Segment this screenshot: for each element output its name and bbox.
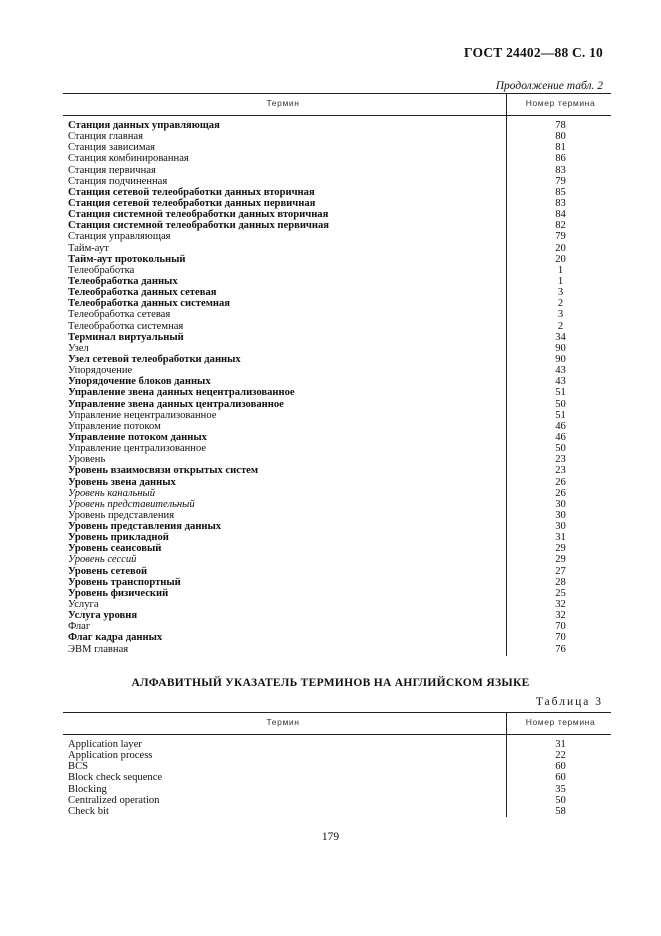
term-cell: Уровень сессий [68, 554, 137, 566]
term-number-cell: 50 [555, 398, 566, 410]
term-cell: Станция данных управляющая [68, 120, 220, 131]
term-number-cell: 43 [555, 365, 566, 377]
column-header-number: Номер термина [525, 717, 596, 727]
term-cell: Уровень физический [68, 587, 169, 599]
term-cell: Узел сетевой телеобработки данных [68, 353, 241, 365]
term-cell: Blocking [68, 783, 107, 795]
table-header [63, 712, 611, 735]
term-cell: Станция системной телеобработки данных первичная [68, 220, 330, 232]
term-cell: Application process [68, 750, 153, 762]
table-row [63, 795, 611, 806]
term-number-cell: 26 [555, 476, 566, 488]
page-header: ГОСТ 24402—88 С. 10 [464, 45, 603, 60]
term-number-cell: 30 [555, 521, 566, 533]
term-number-cell: 30 [555, 498, 566, 510]
table-row [63, 209, 611, 220]
term-cell: Уровень канальный [68, 487, 156, 499]
table-row [63, 566, 611, 577]
table-row [63, 510, 611, 521]
table-continuation-label: Продолжение табл. 2 [495, 80, 603, 92]
term-number-cell: 60 [555, 772, 566, 784]
table-body [63, 116, 611, 655]
term-cell: Тайм-аут протокольный [68, 253, 186, 265]
term-cell: Управление звена данных нецентрализованное [68, 387, 295, 399]
table-body [63, 735, 611, 817]
table-row [63, 621, 611, 632]
term-cell: Тайм-аут [68, 242, 109, 254]
table-row [63, 231, 611, 242]
term-cell: Упорядочение [68, 365, 133, 377]
term-number-cell: 78 [555, 120, 566, 131]
table-row [63, 131, 611, 142]
table-row [63, 761, 611, 772]
term-cell: Станция подчиненная [68, 175, 168, 187]
term-number-cell: 26 [555, 487, 566, 499]
term-number-cell: 3 [557, 287, 564, 299]
page-number: 179 [321, 831, 340, 843]
term-cell: Уровень [68, 454, 106, 466]
term-number-cell: 29 [555, 554, 566, 566]
table-row [63, 432, 611, 443]
term-number-cell: 76 [555, 643, 566, 655]
term-number-cell: 35 [555, 783, 566, 795]
term-number-cell: 83 [555, 164, 566, 176]
table-row [63, 499, 611, 510]
term-cell: Телеобработка данных системная [68, 298, 231, 310]
term-number-cell: 90 [555, 353, 566, 365]
table-row [63, 532, 611, 543]
term-number-cell: 51 [555, 409, 566, 421]
term-cell: Услуга [68, 599, 99, 611]
term-number-cell: 1 [557, 264, 564, 276]
term-cell: Станция управляющая [68, 231, 171, 243]
table-row [63, 739, 611, 750]
table-row [63, 365, 611, 376]
term-number-cell: 2 [557, 320, 564, 332]
term-cell: Уровень представительный [68, 498, 195, 510]
term-number-cell: 23 [555, 465, 566, 477]
term-cell: Телеобработка данных [68, 275, 178, 287]
term-number-cell: 3 [557, 309, 564, 321]
term-number-cell: 28 [555, 576, 566, 588]
table-row [63, 276, 611, 287]
term-number-cell: 20 [555, 253, 566, 265]
term-cell: Управление потоком данных [68, 431, 207, 443]
term-number-cell: 70 [555, 621, 566, 633]
term-cell: Станция комбинированная [68, 153, 189, 165]
table-row [63, 632, 611, 643]
term-cell: Block check sequence [68, 772, 163, 784]
term-cell: Узел [68, 342, 89, 354]
term-number-cell: 79 [555, 175, 566, 187]
column-header-number: Номер термина [525, 98, 596, 108]
table-row [63, 376, 611, 387]
table-row [63, 554, 611, 565]
term-cell: Check bit [68, 805, 109, 817]
table-row [63, 588, 611, 599]
term-cell: ЭВМ главная [68, 643, 129, 655]
term-cell: Флаг [68, 621, 91, 633]
column-header-term: Термин [266, 717, 300, 727]
table-row [63, 387, 611, 398]
term-cell: Уровень сеансовый [68, 543, 162, 555]
term-number-cell: 22 [555, 750, 566, 762]
term-number-cell: 82 [555, 220, 566, 232]
table-row [63, 577, 611, 588]
term-number-cell: 31 [555, 739, 566, 750]
term-cell: Станция зависимая [68, 142, 156, 154]
table-row [63, 332, 611, 343]
table-row [63, 176, 611, 187]
term-number-cell: 70 [555, 632, 566, 644]
table-row [63, 187, 611, 198]
term-cell: Уровень прикладной [68, 532, 169, 544]
table-row [63, 543, 611, 554]
term-number-cell: 58 [555, 805, 566, 817]
term-cell: BCS [68, 761, 89, 773]
term-cell: Телеобработка данных сетевая [68, 287, 217, 299]
term-cell: Станция системной телеобработки данных вторичная [68, 209, 329, 221]
term-number-cell: 83 [555, 197, 566, 209]
table-row [63, 265, 611, 276]
table-row [63, 644, 611, 655]
term-cell: Уровень представления данных [68, 521, 222, 533]
term-number-cell: 51 [555, 387, 566, 399]
term-number-cell: 46 [555, 420, 566, 432]
table-row [63, 421, 611, 432]
term-cell: Application layer [68, 739, 142, 750]
term-number-cell: 81 [555, 142, 566, 154]
term-number-cell: 50 [555, 794, 566, 806]
table-row [63, 153, 611, 164]
term-cell: Станция сетевой телеобработки данных первичная [68, 197, 316, 209]
term-number-cell: 86 [555, 153, 566, 165]
term-cell: Телеобработка системная [68, 320, 184, 332]
term-number-cell: 29 [555, 543, 566, 555]
term-number-cell: 84 [555, 209, 566, 221]
term-cell: Терминал виртуальный [68, 331, 184, 343]
term-cell: Уровень транспортный [68, 576, 181, 588]
term-cell: Станция первичная [68, 164, 156, 176]
table-row [63, 772, 611, 783]
term-cell: Телеобработка сетевая [68, 309, 171, 321]
term-cell: Управление нецентрализованное [68, 409, 217, 421]
column-header-term: Термин [266, 98, 300, 108]
table-row [63, 165, 611, 176]
table-label: Таблица 3 [535, 696, 603, 708]
term-cell: Услуга уровня [68, 610, 138, 622]
term-number-cell: 32 [555, 610, 566, 622]
term-cell: Управление централизованное [68, 443, 207, 455]
term-number-cell: 34 [555, 331, 566, 343]
term-number-cell: 25 [555, 587, 566, 599]
table-header [63, 93, 611, 116]
term-number-cell: 1 [557, 275, 564, 287]
table-row [63, 354, 611, 365]
term-cell: Управление звена данных централизованное [68, 398, 284, 410]
table-row [63, 599, 611, 610]
term-cell: Уровень взаимосвязи открытых систем [68, 465, 259, 477]
term-cell: Управление потоком [68, 420, 161, 432]
table-row [63, 784, 611, 795]
term-number-cell: 50 [555, 443, 566, 455]
table-row [63, 521, 611, 532]
table-row [63, 298, 611, 309]
table-row [63, 399, 611, 410]
table-row [63, 410, 611, 421]
table-row [63, 243, 611, 254]
term-cell: Телеобработка [68, 264, 135, 276]
term-cell: Станция сетевой телеобработки данных вторичная [68, 186, 315, 198]
term-cell: Уровень звена данных [68, 476, 176, 488]
term-cell: Флаг кадра данных [68, 632, 163, 644]
terms-table-2 [63, 93, 611, 655]
term-number-cell: 27 [555, 565, 566, 577]
term-number-cell: 85 [555, 186, 566, 198]
term-number-cell: 60 [555, 761, 566, 773]
table-row [63, 488, 611, 499]
table-row [63, 806, 611, 817]
term-number-cell: 46 [555, 431, 566, 443]
table-row [63, 198, 611, 209]
term-cell: Centralized operation [68, 794, 160, 806]
term-number-cell: 30 [555, 509, 566, 521]
term-cell: Станция главная [68, 131, 143, 143]
table-row [63, 454, 611, 465]
table-row [63, 465, 611, 476]
term-cell: Уровень представления [68, 509, 175, 521]
table-row [63, 142, 611, 153]
table-row [63, 610, 611, 621]
table-row [63, 321, 611, 332]
term-number-cell: 31 [555, 532, 566, 544]
term-cell: Уровень сетевой [68, 565, 148, 577]
term-cell: Упорядочение блоков данных [68, 376, 211, 388]
term-number-cell: 80 [555, 131, 566, 143]
table-row [63, 254, 611, 265]
table-row [63, 220, 611, 231]
table-row [63, 287, 611, 298]
terms-table-3 [63, 712, 611, 817]
table-row [63, 477, 611, 488]
table-row [63, 120, 611, 131]
term-number-cell: 20 [555, 242, 566, 254]
term-number-cell: 43 [555, 376, 566, 388]
term-number-cell: 79 [555, 231, 566, 243]
term-number-cell: 23 [555, 454, 566, 466]
table-row [63, 309, 611, 320]
section-title: АЛФАВИТНЫЙ УКАЗАТЕЛЬ ТЕРМИНОВ НА АНГЛИЙСКОМ ЯЗЫКЕ [131, 677, 530, 689]
table-row [63, 750, 611, 761]
table-row [63, 343, 611, 354]
table-row [63, 443, 611, 454]
term-number-cell: 32 [555, 599, 566, 611]
term-number-cell: 2 [557, 298, 564, 310]
term-number-cell: 90 [555, 342, 566, 354]
